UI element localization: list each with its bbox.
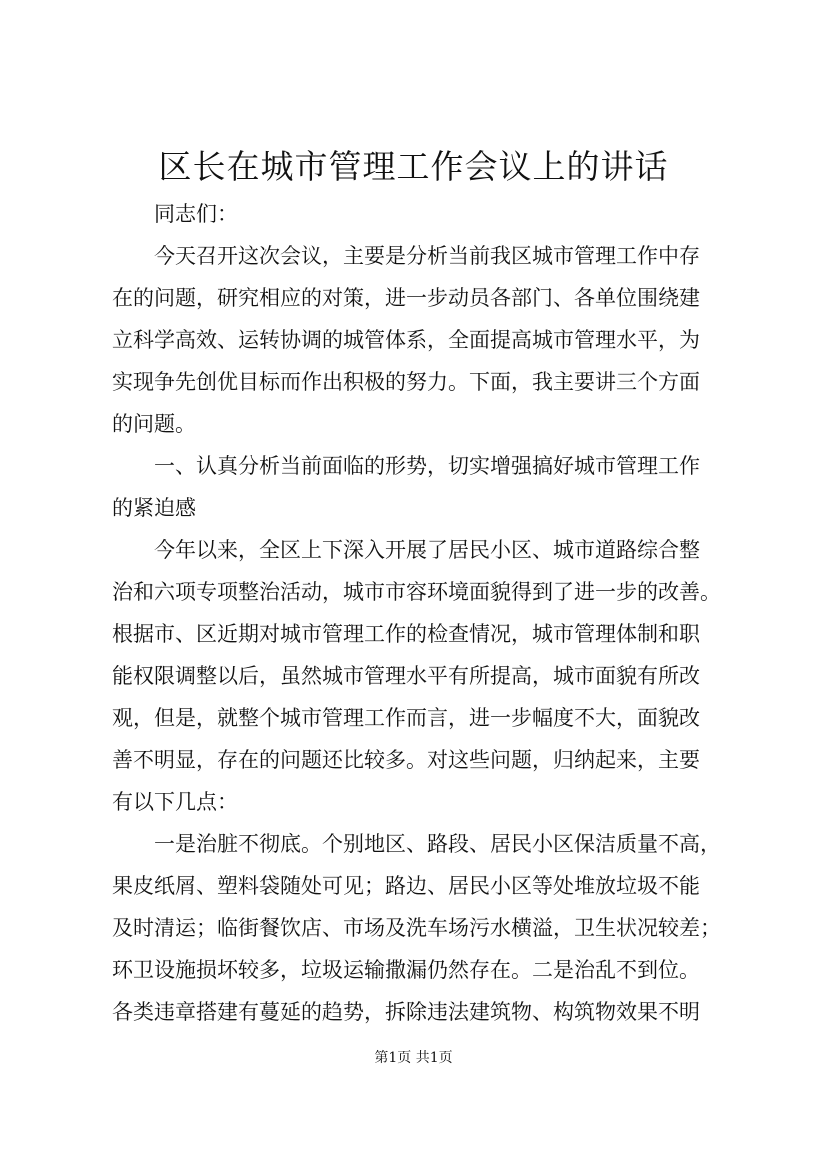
document-title: 区长在城市管理工作会议上的讲话 <box>158 147 669 186</box>
paragraph-line: 实现争先创优目标而作出积极的努力。下面，我主要讲三个方面 <box>112 370 700 394</box>
paragraph-line: 及时清运；临街餐饮店、市场及洗车场污水横溢，卫生状况较差； <box>112 916 721 940</box>
paragraph-line: 今年以来，全区上下深入开展了居民小区、城市道路综合整 <box>154 538 700 562</box>
paragraph-line: 今天召开这次会议，主要是分析当前我区城市管理工作中存 <box>154 244 700 268</box>
paragraph-line: 观，但是，就整个城市管理工作而言，进一步幅度不大，面貌改 <box>112 706 700 730</box>
paragraph-line: 环卫设施损坏较多，垃圾运输撒漏仍然存在。二是治乱不到位。 <box>112 958 700 982</box>
paragraph-line: 有以下几点： <box>112 790 238 814</box>
paragraph-line: 善不明显，存在的问题还比较多。对这些问题，归纳起来，主要 <box>112 748 700 772</box>
paragraph-line: 的问题。 <box>112 412 196 436</box>
greeting-line: 同志们： <box>154 202 238 226</box>
section-heading-line: 一、认真分析当前面临的形势，切实增强搞好城市管理工作 <box>154 454 700 478</box>
section-heading-line: 的紧迫感 <box>112 496 196 520</box>
paragraph-line: 各类违章搭建有蔓延的趋势，拆除违法建筑物、构筑物效果不明 <box>112 1000 700 1024</box>
paragraph-line: 一是治脏不彻底。个别地区、路段、居民小区保洁质量不高， <box>154 832 721 856</box>
paragraph-line: 根据市、区近期对城市管理工作的检查情况，城市管理体制和职 <box>112 622 700 646</box>
paragraph-line: 果皮纸屑、塑料袋随处可见；路边、居民小区等处堆放垃圾不能 <box>112 874 700 898</box>
paragraph-line: 立科学高效、运转协调的城管体系，全面提高城市管理水平，为 <box>112 328 700 352</box>
paragraph-line: 能权限调整以后，虽然城市管理水平有所提高，城市面貌有所改 <box>112 664 700 688</box>
paragraph-line: 在的问题，研究相应的对策，进一步动员各部门、各单位围绕建 <box>112 286 700 310</box>
paragraph-line: 治和六项专项整治活动，城市市容环境面貌得到了进一步的改善。 <box>112 580 721 604</box>
page-number-footer: 第1页 共1页 <box>374 1050 453 1066</box>
